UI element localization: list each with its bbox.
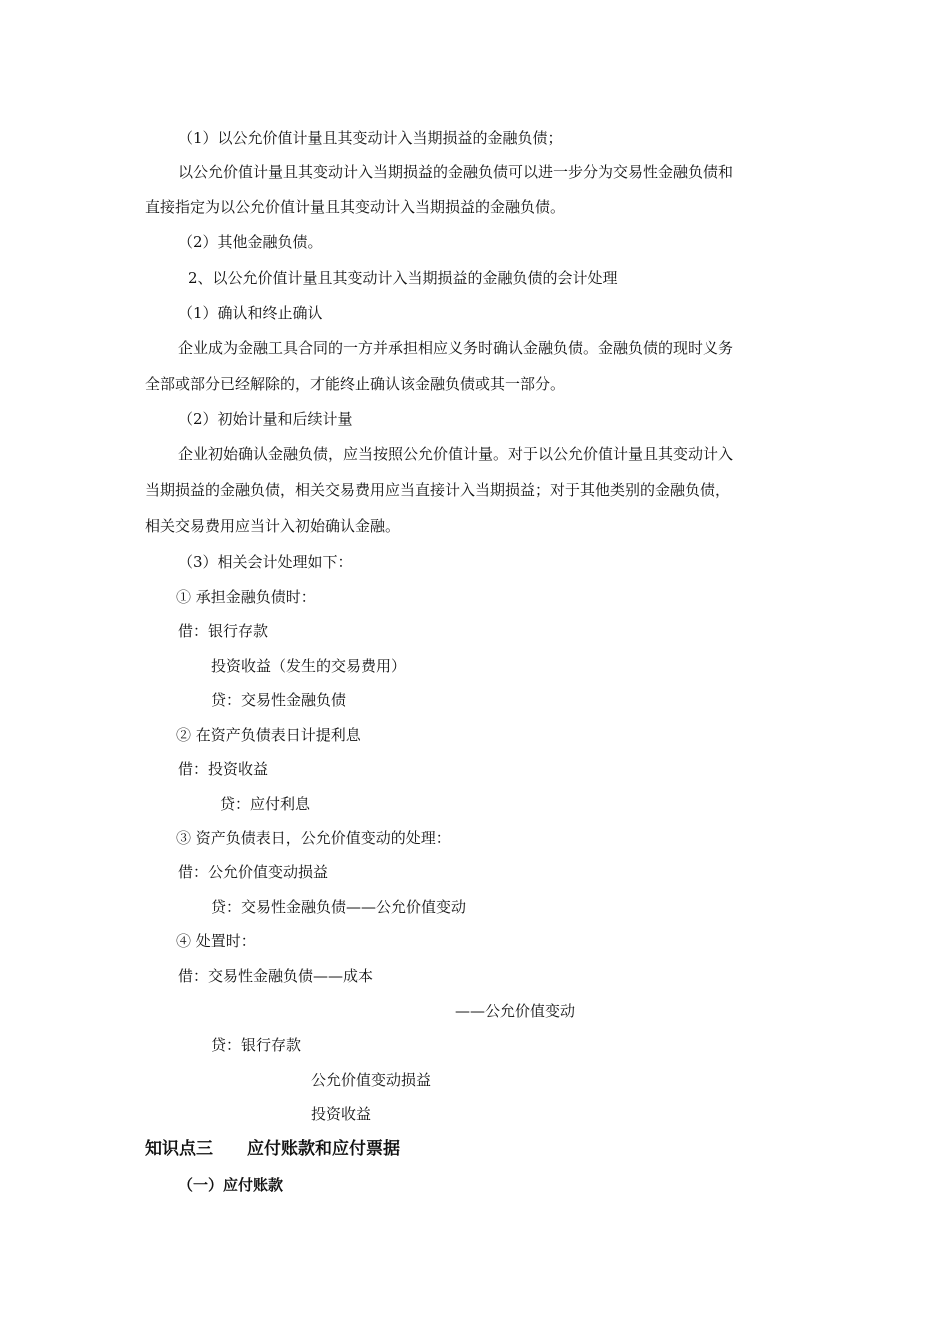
text-line: 贷：交易性金融负债——公允价值变动 — [211, 898, 467, 916]
text-line: 借：银行存款 — [178, 622, 269, 640]
subsection-title: （一）应付账款 — [178, 1176, 284, 1194]
text-line: 2、以公允价值计量且其变动计入当期损益的金融负债的会计处理 — [188, 269, 618, 287]
text-line: 借：投资收益 — [178, 760, 269, 778]
text-line: 相关交易费用应当计入初始确认金融。 — [145, 517, 401, 535]
text-line: 投资收益 — [311, 1105, 372, 1123]
text-line: ③ 资产负债表日，公允价值变动的处理： — [176, 829, 451, 847]
text-line: 贷：交易性金融负债 — [211, 691, 347, 709]
text-line: 投资收益（发生的交易费用） — [211, 657, 407, 675]
text-line: 借：公允价值变动损益 — [178, 863, 329, 881]
text-line: 当期损益的金融负债，相关交易费用应当直接计入当期损益；对于其他类别的金融负债， — [145, 481, 731, 499]
section-title: 知识点三 应付账款和应付票据 — [145, 1139, 400, 1159]
text-line: （1）确认和终止确认 — [178, 304, 323, 322]
text-line: 借：交易性金融负债——成本 — [178, 967, 374, 985]
text-line: 企业初始确认金融负债，应当按照公允价值计量。对于以公允价值计量且其变动计入 — [178, 445, 734, 463]
text-line: ——公允价值变动 — [455, 1002, 576, 1020]
text-line: ② 在资产负债表日计提利息 — [176, 726, 361, 744]
text-line: ④ 处置时： — [176, 932, 256, 950]
text-line: 直接指定为以公允价值计量且其变动计入当期损益的金融负债。 — [145, 198, 566, 216]
text-line: （1）以公允价值计量且其变动计入当期损益的金融负债； — [178, 129, 563, 147]
text-line: 贷：银行存款 — [211, 1036, 302, 1054]
text-line: （3）相关会计处理如下： — [178, 553, 353, 571]
text-line: （2）初始计量和后续计量 — [178, 410, 353, 428]
text-line: 企业成为金融工具合同的一方并承担相应义务时确认金融负债。金融负债的现时义务 — [178, 339, 734, 357]
text-line: ① 承担金融负债时： — [176, 588, 316, 606]
text-line: （2）其他金融负债。 — [178, 233, 323, 251]
text-line: 公允价值变动损益 — [311, 1071, 432, 1089]
text-line: 贷：应付利息 — [220, 795, 311, 813]
text-line: 以公允价值计量且其变动计入当期损益的金融负债可以进一步分为交易性金融负债和 — [178, 163, 734, 181]
text-line: 全部或部分已经解除的，才能终止确认该金融负债或其一部分。 — [145, 375, 566, 393]
